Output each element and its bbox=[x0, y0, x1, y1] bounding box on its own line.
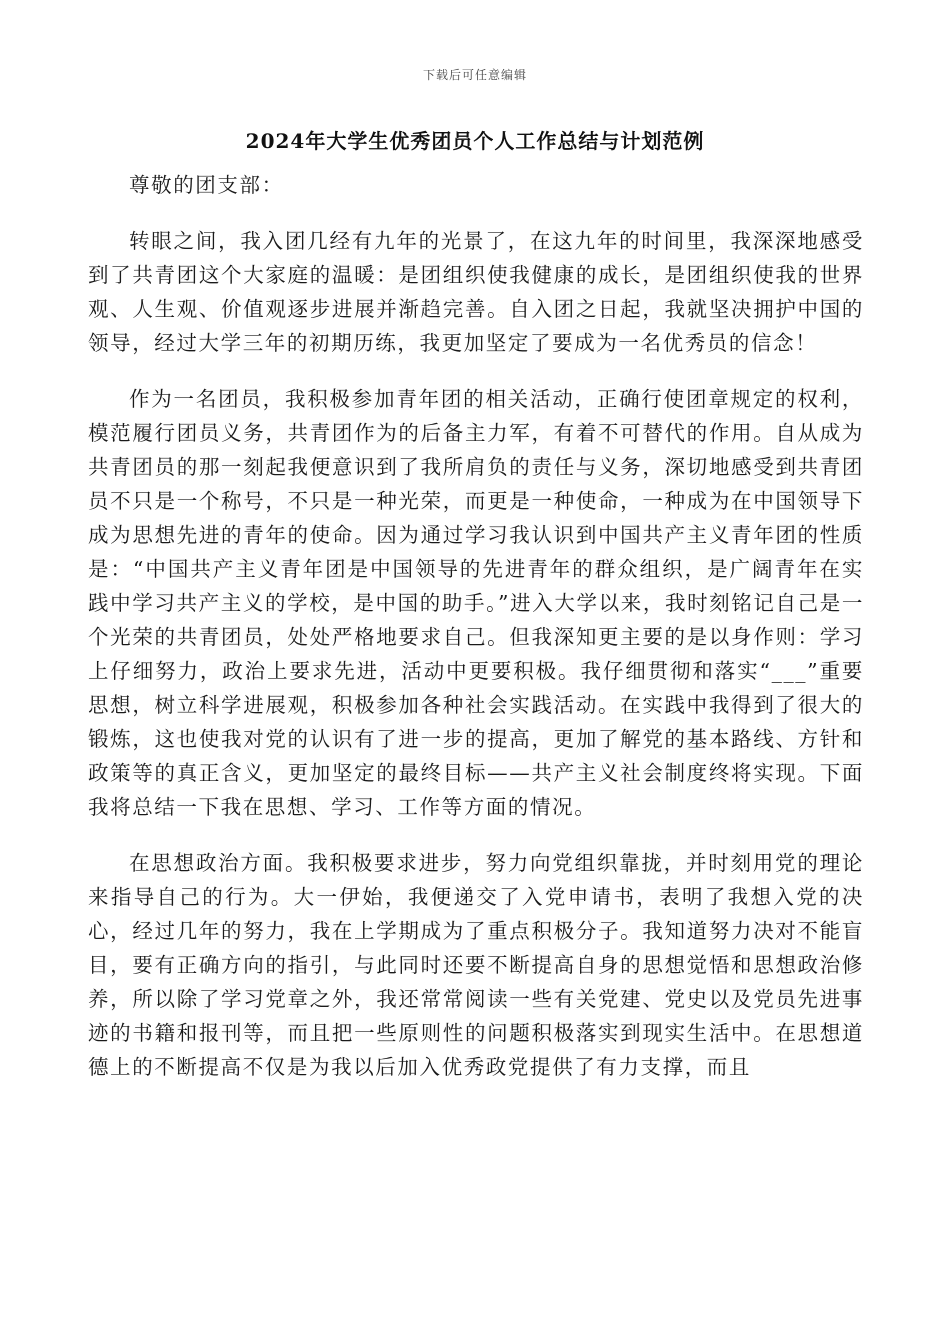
salutation: 尊敬的团支部： bbox=[129, 173, 284, 197]
header-note: 下载后可任意编辑 bbox=[422, 68, 527, 82]
paragraph-3: 在思想政治方面。我积极要求进步，努力向党组织靠拢，并时刻用党的理论来指导自己的行为。大一伊始，我便递交了入党申请书，表明了我想入党的决心，经过几年的努力，我在上学期成为了重点积极分子。我知道努力决对不能盲目，要有正确方向的指引，与此同时还要不断提高自身的思想觉悟和思想政治修养，所以除了学习党章之外，我还常常阅读一些有关党建、党史以及党员先进事迹的书籍和报刊等，而且把一些原则性的问题积极落实到现实生活中。在思想道德上的不断提高不仅是为我以后加入优秀政党提供了有力支撑，而且 bbox=[88, 851, 864, 1079]
paragraph-2: 作为一名团员，我积极参加青年团的相关活动，正确行使团章规定的权利，模范履行团员义务，共青团作为的后备主力军，有着不可替代的作用。自从成为共青团员的那一刻起我便意识到了我所肩负的责任与义务，深切地感受到共青团员不只是一个称号，不只是一种光荣，而更是一种使命，一种成为在中国领导下成为思想先进的青年的使命。因为通过学习我认识到中国共产主义青年团的性质是：“中国共产主义青年团是中国领导的先进青年的群众组织，是广阔青年在实践中学习共产主义的学校，是中国的助手。”进入大学以来，我时刻铭记自己是一个光荣的共青团员，处处严格地要求自己。但我深知更主要的是以身作则：学习上仔细努力，政治上要求先进，活动中更要积极。我仔细贯彻和落实“___”重要思想，树立科学进展观，积极参加各种社会实践活动。在实践中我得到了很大的锻炼，这也使我对党的认识有了进一步的提高，更加了解党的基本路线、方针和政策等的真正含义，更加坚定的最终目标——共产主义社会制度终将实现。下面我将总结一下我在思想、学习、工作等方面的情况。 bbox=[88, 387, 864, 819]
document-body bbox=[88, 168, 864, 1106]
paragraph-1: 转眼之间，我入团几经有九年的光景了，在这九年的时间里，我深深地感受到了共青团这个大家庭的温暖：是团组织使我健康的成长，是团组织使我的世界观、人生观、价值观逐步进展并渐趋完善。自入团之日起，我就坚决拥护中国的领导，经过大学三年的初期历练，我更加坚定了要成为一名优秀员的信念！ bbox=[88, 229, 864, 355]
document-title: 2024年大学生优秀团员个人工作总结与计划范例 bbox=[245, 129, 705, 153]
